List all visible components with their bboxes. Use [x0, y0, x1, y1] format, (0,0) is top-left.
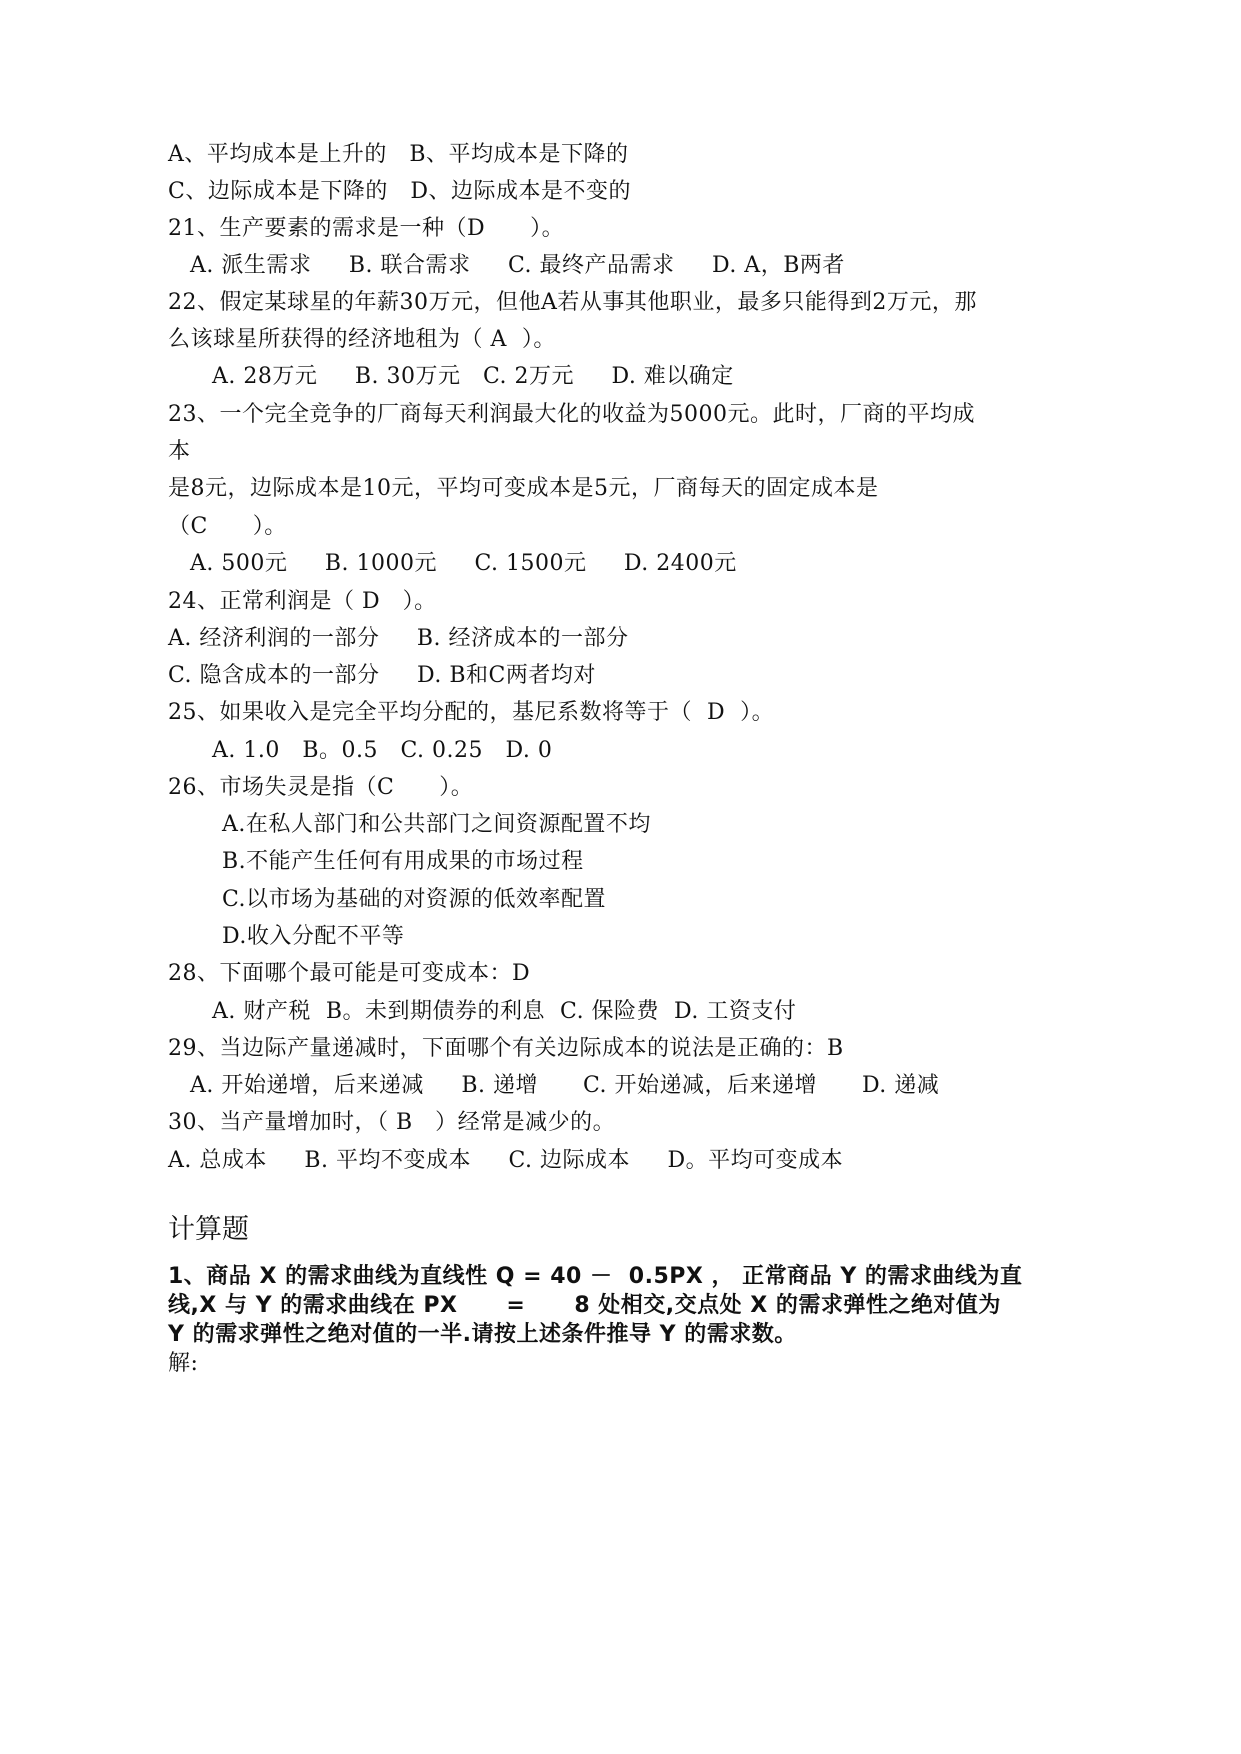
question-21-options: A. 派生需求 B. 联合需求 C. 最终产品需求 D. A，B两者: [190, 253, 845, 278]
question-26-option: B.不能产生任何有用成果的市场过程: [222, 849, 584, 874]
question-25: 25、如果收入是完全平均分配的，基尼系数将等于（ D ）。: [168, 700, 775, 725]
question-22-options: A. 28万元 B. 30万元 C. 2万元 D. 难以确定: [212, 364, 734, 389]
question-23-cont: 是8元，边际成本是10元，平均可变成本是5元，厂商每天的固定成本是: [168, 476, 879, 501]
question-26: 26、市场失灵是指（C ）。: [168, 775, 474, 800]
question-24-options: A. 经济利润的一部分 B. 经济成本的一部分: [168, 626, 629, 651]
question-21: 21、生产要素的需求是一种（D ）。: [168, 216, 565, 241]
problem-line: 线,X 与 Y 的需求曲线在 PX = 8 处相交,交点处 X 的需求弹性之绝对值为: [168, 1293, 1001, 1318]
question-28: 28、下面哪个最可能是可变成本：D: [168, 961, 531, 986]
question-23-cont: （C ）。: [168, 514, 287, 539]
question-22: 22、假定某球星的年薪30万元，但他A若从事其他职业，最多只能得到2万元，那: [168, 290, 977, 315]
answer-label: 解:: [168, 1351, 199, 1376]
question-26-option: A.在私人部门和公共部门之间资源配置不均: [222, 812, 651, 837]
question-25-options: A. 1.0 B。0.5 C. 0.25 D. 0: [212, 738, 553, 763]
question-23: 23、一个完全竞争的厂商每天利润最大化的收益为5000元。此时，厂商的平均成: [168, 402, 975, 427]
problem-line: Y 的需求弹性之绝对值的一半.请按上述条件推导 Y 的需求数。: [168, 1322, 797, 1347]
question-30-options: A. 总成本 B. 平均不变成本 C. 边际成本 D。平均可变成本: [168, 1148, 844, 1173]
section-title: 计算题: [168, 1214, 249, 1245]
option-line: C、边际成本是下降的 D、边际成本是不变的: [168, 179, 631, 204]
question-28-options: A. 财产税 B。未到期债券的利息 C. 保险费 D. 工资支付: [212, 999, 797, 1024]
question-30: 30、当产量增加时，（ B ）经常是减少的。: [168, 1110, 616, 1135]
option-line: A、平均成本是上升的 B、平均成本是下降的: [168, 142, 629, 167]
problem-line: 1、商品 X 的需求曲线为直线性 Q = 40 － 0.5PX ， 正常商品 Y 的需求曲线为直: [168, 1264, 1023, 1289]
question-23-cont: 本: [168, 439, 191, 464]
question-26-option: D.收入分配不平等: [222, 924, 405, 949]
question-22-cont: 么该球星所获得的经济地租为（ A ）。: [168, 327, 556, 352]
question-29-options: A. 开始递增，后来递减 B. 递增 C. 开始递减，后来递增 D. 递减: [190, 1073, 940, 1098]
question-23-options: A. 500元 B. 1000元 C. 1500元 D. 2400元: [190, 551, 737, 576]
question-24-options: C. 隐含成本的一部分 D. B和C两者均对: [168, 663, 596, 688]
question-29: 29、当边际产量递减时，下面哪个有关边际成本的说法是正确的：B: [168, 1036, 844, 1061]
question-26-option: C.以市场为基础的对资源的低效率配置: [222, 887, 607, 912]
question-24: 24、正常利润是（ D ）。: [168, 589, 437, 614]
